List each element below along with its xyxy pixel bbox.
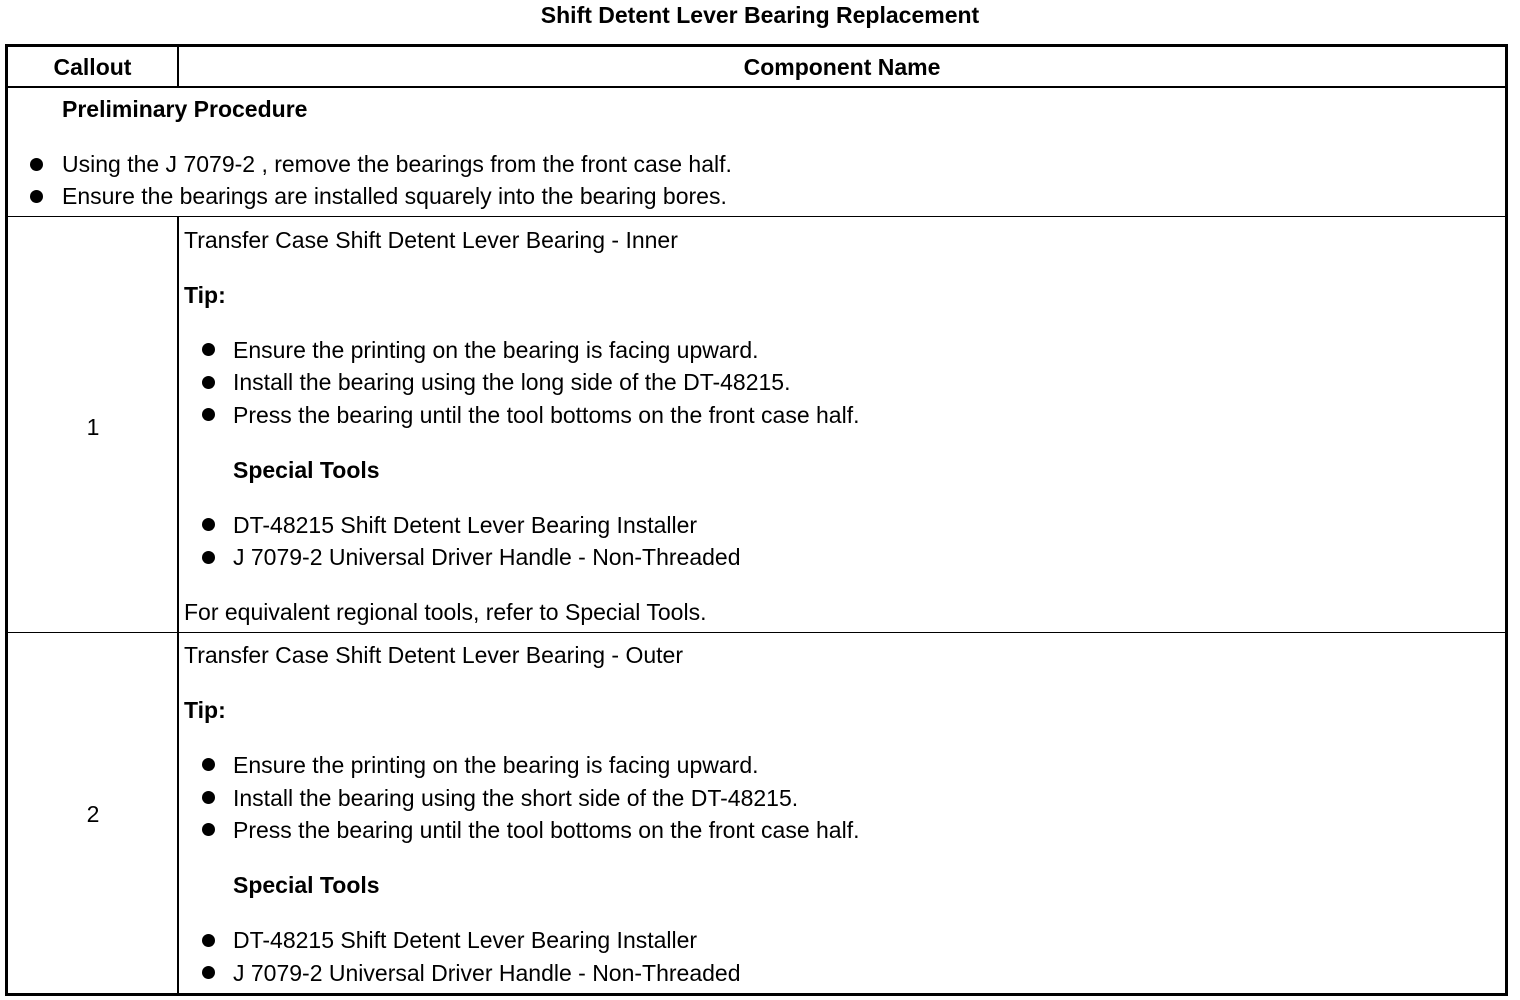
tip-label: Tip: <box>184 282 226 308</box>
callout-number: 2 <box>86 801 100 827</box>
row-divider-preliminary <box>8 216 1505 217</box>
preliminary-item: Ensure the bearings are installed squarely into the bearing bores. <box>62 183 727 209</box>
bullet-icon <box>30 158 43 171</box>
callout-column-header: Callout <box>53 54 132 80</box>
bullet-icon <box>202 934 215 947</box>
tool-item: DT-48215 Shift Detent Lever Bearing Installer <box>233 927 698 953</box>
bullet-icon <box>202 823 215 836</box>
bullet-icon <box>30 190 43 203</box>
tip-item: Ensure the printing on the bearing is facing upward. <box>233 337 759 363</box>
row-divider-1 <box>8 632 1505 633</box>
component-name: Transfer Case Shift Detent Lever Bearing - Inner <box>184 227 678 253</box>
tip-item: Install the bearing using the short side of the DT-48215. <box>233 785 799 811</box>
special-tools-label: Special Tools <box>233 872 380 898</box>
tool-item: J 7079-2 Universal Driver Handle - Non-Threaded <box>233 960 741 986</box>
bullet-icon <box>202 966 215 979</box>
bullet-icon <box>202 791 215 804</box>
tip-item: Install the bearing using the long side of the DT-48215. <box>233 369 791 395</box>
callout-number: 1 <box>86 414 100 440</box>
tip-item: Press the bearing until the tool bottoms on the front case half. <box>233 817 860 843</box>
component-name: Transfer Case Shift Detent Lever Bearing - Outer <box>184 642 683 668</box>
tip-item: Press the bearing until the tool bottoms on the front case half. <box>233 402 860 428</box>
bullet-icon <box>202 343 215 356</box>
tip-item: Ensure the printing on the bearing is facing upward. <box>233 752 759 778</box>
column-divider-body <box>177 216 179 993</box>
special-tools-label: Special Tools <box>233 457 380 483</box>
bullet-icon <box>202 551 215 564</box>
bullet-icon <box>202 518 215 531</box>
regional-tools-note: For equivalent regional tools, refer to Special Tools. <box>184 599 707 625</box>
header-divider <box>8 86 1505 88</box>
bullet-icon <box>202 758 215 771</box>
tip-label: Tip: <box>184 697 226 723</box>
bullet-icon <box>202 408 215 421</box>
tool-item: DT-48215 Shift Detent Lever Bearing Installer <box>233 512 698 538</box>
preliminary-item: Using the J 7079-2 , remove the bearings from the front case half. <box>62 151 732 177</box>
preliminary-heading: Preliminary Procedure <box>62 96 308 122</box>
page-title: Shift Detent Lever Bearing Replacement <box>540 2 980 28</box>
bullet-icon <box>202 376 215 389</box>
tool-item: J 7079-2 Universal Driver Handle - Non-Threaded <box>233 544 741 570</box>
component-column-header: Component Name <box>743 54 941 80</box>
